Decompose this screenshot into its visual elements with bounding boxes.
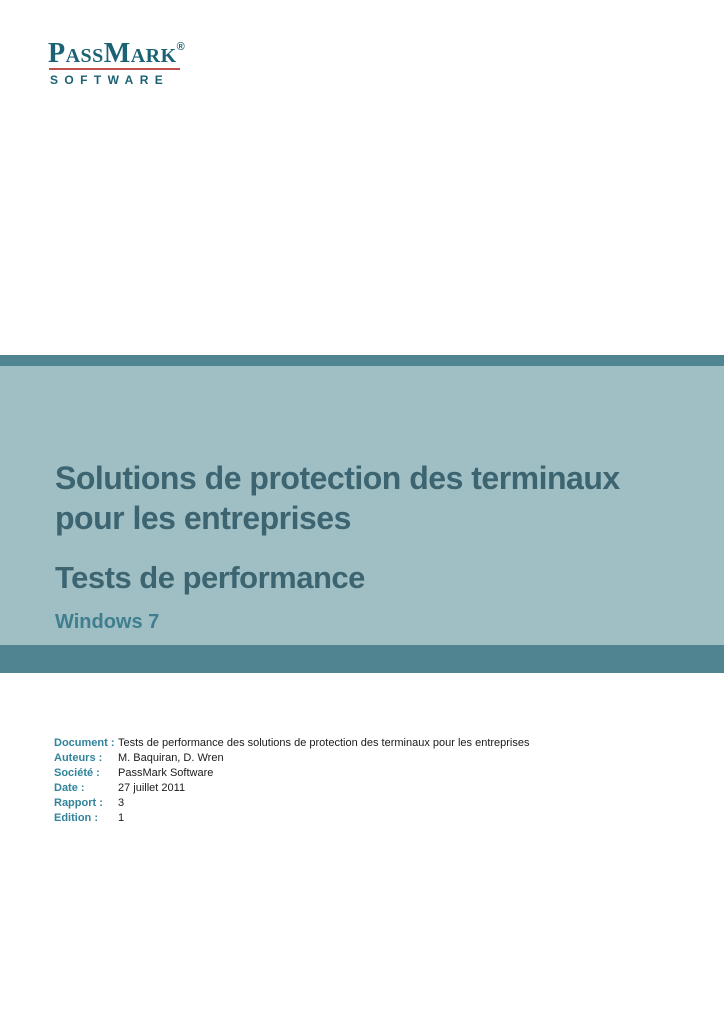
banner-band bbox=[0, 366, 724, 645]
meta-row-document bbox=[54, 736, 614, 751]
report-title-line1: Solutions de protection des terminaux bbox=[55, 460, 620, 496]
meta-value: 27 juillet 2011 bbox=[118, 782, 186, 794]
meta-row-auteurs bbox=[54, 751, 614, 766]
meta-label: Date : bbox=[54, 782, 85, 794]
meta-value: Tests de performance des solutions de protection des terminaux pour les entreprises bbox=[118, 737, 530, 749]
document-metadata bbox=[54, 736, 614, 826]
logo-brand-name: PassMark bbox=[48, 38, 177, 69]
meta-label: Document : bbox=[54, 737, 115, 749]
meta-row-date bbox=[54, 781, 614, 796]
meta-value: PassMark Software bbox=[118, 767, 214, 779]
meta-label: Société : bbox=[54, 767, 100, 779]
logo-subbrand-text: SOFTWARE bbox=[50, 73, 170, 87]
meta-value: M. Baquiran, D. Wren bbox=[118, 752, 224, 764]
meta-row-societe bbox=[54, 766, 614, 781]
meta-label: Auteurs : bbox=[54, 752, 103, 764]
banner-top-stripe bbox=[0, 355, 724, 366]
report-title-line2: pour les entreprises bbox=[55, 500, 351, 536]
logo-brand-text bbox=[48, 34, 208, 67]
passmark-logo bbox=[48, 34, 208, 87]
banner-bottom-stripe bbox=[0, 645, 724, 673]
meta-label: Edition : bbox=[54, 812, 98, 824]
registered-trademark-symbol: ® bbox=[176, 41, 185, 53]
meta-label: Rapport : bbox=[54, 797, 103, 809]
meta-row-edition bbox=[54, 811, 614, 826]
platform-label: Windows 7 bbox=[55, 611, 160, 633]
title-banner bbox=[0, 355, 724, 673]
meta-value: 3 bbox=[118, 797, 125, 809]
meta-row-rapport bbox=[54, 796, 614, 811]
report-subtitle: Tests de performance bbox=[55, 560, 365, 595]
meta-value: 1 bbox=[118, 812, 125, 824]
